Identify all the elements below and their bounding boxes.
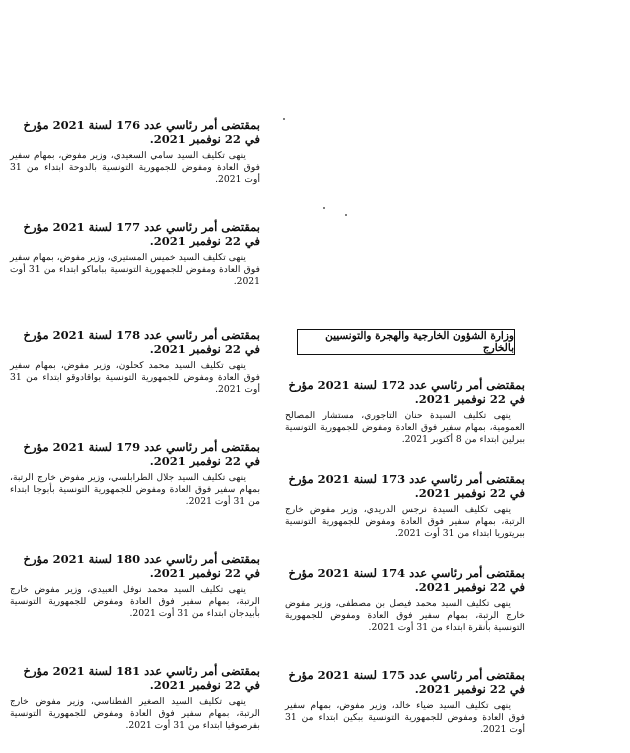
decree-heading: بمقتضى أمر رئاسي عدد 173 لسنة 2021 مؤرخ في 22 نوفمبر 2021.: [288, 472, 525, 500]
decree-entry-175: [285, 668, 525, 736]
decree-body: ينهى تكليف السيد الصغير الفطناسي، وزير مفوض خارج الرتبة، بمهام سفير فوق العادة ومفوض للجمهورية التونسية بفرصوفيا ابتداء من 31 أوت 2021.: [10, 696, 260, 731]
decree-entry-178: [10, 328, 260, 396]
ministry-title: وزارة الشؤون الخارجية والهجرة والتونسيين بالخارج: [325, 330, 514, 354]
decree-body: ينهى تكليف السيد محمد كحلون، وزير مفوض، بمهام سفير فوق العادة ومفوض للجمهورية التونسية بواقادوقو ابتداء من 31 أوت 2021.: [10, 360, 260, 395]
decree-heading: بمقتضى أمر رئاسي عدد 172 لسنة 2021 مؤرخ في 22 نوفمبر 2021.: [288, 378, 525, 406]
decree-heading: بمقتضى أمر رئاسي عدد 177 لسنة 2021 مؤرخ في 22 نوفمبر 2021.: [23, 220, 260, 248]
decree-body: ينهى تكليف السيدة نرجس الدريدي، وزير مفوض خارج الرتبة، بمهام سفير فوق العادة ومفوض للجمهورية التونسية ببريتوريا ابتداء من 31 أوت 2021.: [285, 504, 525, 539]
scan-speck: [323, 207, 325, 209]
decree-entry-173: [285, 472, 525, 540]
decree-entry-174: [285, 566, 525, 634]
decree-entry-172: [285, 378, 525, 446]
decree-body: ينهى تكليف السيد محمد فيصل بن مصطفى، وزير مفوض خارج الرتبة، بمهام سفير فوق العادة ومفوض للجمهورية التونسية بأنقرة ابتداء من 31 أوت 2021.: [285, 598, 525, 633]
decree-body: ينهى تكليف السيدة حنان التاجوري، مستشار المصالح العمومية، بمهام سفير فوق العادة ومفوض للجمهورية التونسية ببرلين ابتداء من 8 أكتوبر 2021.: [285, 410, 525, 445]
decree-heading: بمقتضى أمر رئاسي عدد 179 لسنة 2021 مؤرخ في 22 نوفمبر 2021.: [23, 440, 260, 468]
decree-body: ينهى تكليف السيد ضياء خالد، وزير مفوض، بمهام سفير فوق العادة ومفوض للجمهورية التونسية ببكين ابتداء من 31 أوت 2021.: [285, 700, 525, 735]
decree-body: ينهى تكليف السيد خميس المستيري، وزير مفوض، بمهام سفير فوق العادة ومفوض للجمهورية التونسية بباماكو ابتداء من 31 أوت 2021.: [10, 252, 260, 287]
decree-entry-179: [10, 440, 260, 508]
decree-heading: بمقتضى أمر رئاسي عدد 175 لسنة 2021 مؤرخ في 22 نوفمبر 2021.: [288, 668, 525, 696]
decree-body: ينهى تكليف السيد سامي السعيدي، وزير مفوض، بمهام سفير فوق العادة ومفوض للجمهورية التونسية بالدوحة ابتداء من 31 أوت 2021.: [10, 150, 260, 185]
ministry-title-box: [297, 329, 515, 355]
decree-entry-177: [10, 220, 260, 288]
decree-entry-176: [10, 118, 260, 186]
decree-heading: بمقتضى أمر رئاسي عدد 174 لسنة 2021 مؤرخ في 22 نوفمبر 2021.: [288, 566, 525, 594]
scan-speck: [345, 214, 347, 216]
scan-speck: [283, 118, 285, 120]
decree-heading: بمقتضى أمر رئاسي عدد 181 لسنة 2021 مؤرخ في 22 نوفمبر 2021.: [23, 664, 260, 692]
decree-heading: بمقتضى أمر رئاسي عدد 178 لسنة 2021 مؤرخ في 22 نوفمبر 2021.: [23, 328, 260, 356]
decree-body: ينهى تكليف السيد جلال الطرابلسي، وزير مفوض خارج الرتبة، بمهام سفير فوق العادة ومفوض للجمهورية التونسية بأبوجا ابتداء من 31 أوت 2021.: [10, 472, 260, 507]
decree-heading: بمقتضى أمر رئاسي عدد 180 لسنة 2021 مؤرخ في 22 نوفمبر 2021.: [23, 552, 260, 580]
decree-body: ينهى تكليف السيد محمد نوفل العبيدي، وزير مفوض خارج الرتبة، بمهام سفير فوق العادة ومفوض للجمهورية التونسية بأبيدجان ابتداء من 31 أوت 2021.: [10, 584, 260, 619]
decree-entry-180: [10, 552, 260, 620]
decree-entry-181: [10, 664, 260, 732]
decree-heading: بمقتضى أمر رئاسي عدد 176 لسنة 2021 مؤرخ في 22 نوفمبر 2021.: [23, 118, 260, 146]
